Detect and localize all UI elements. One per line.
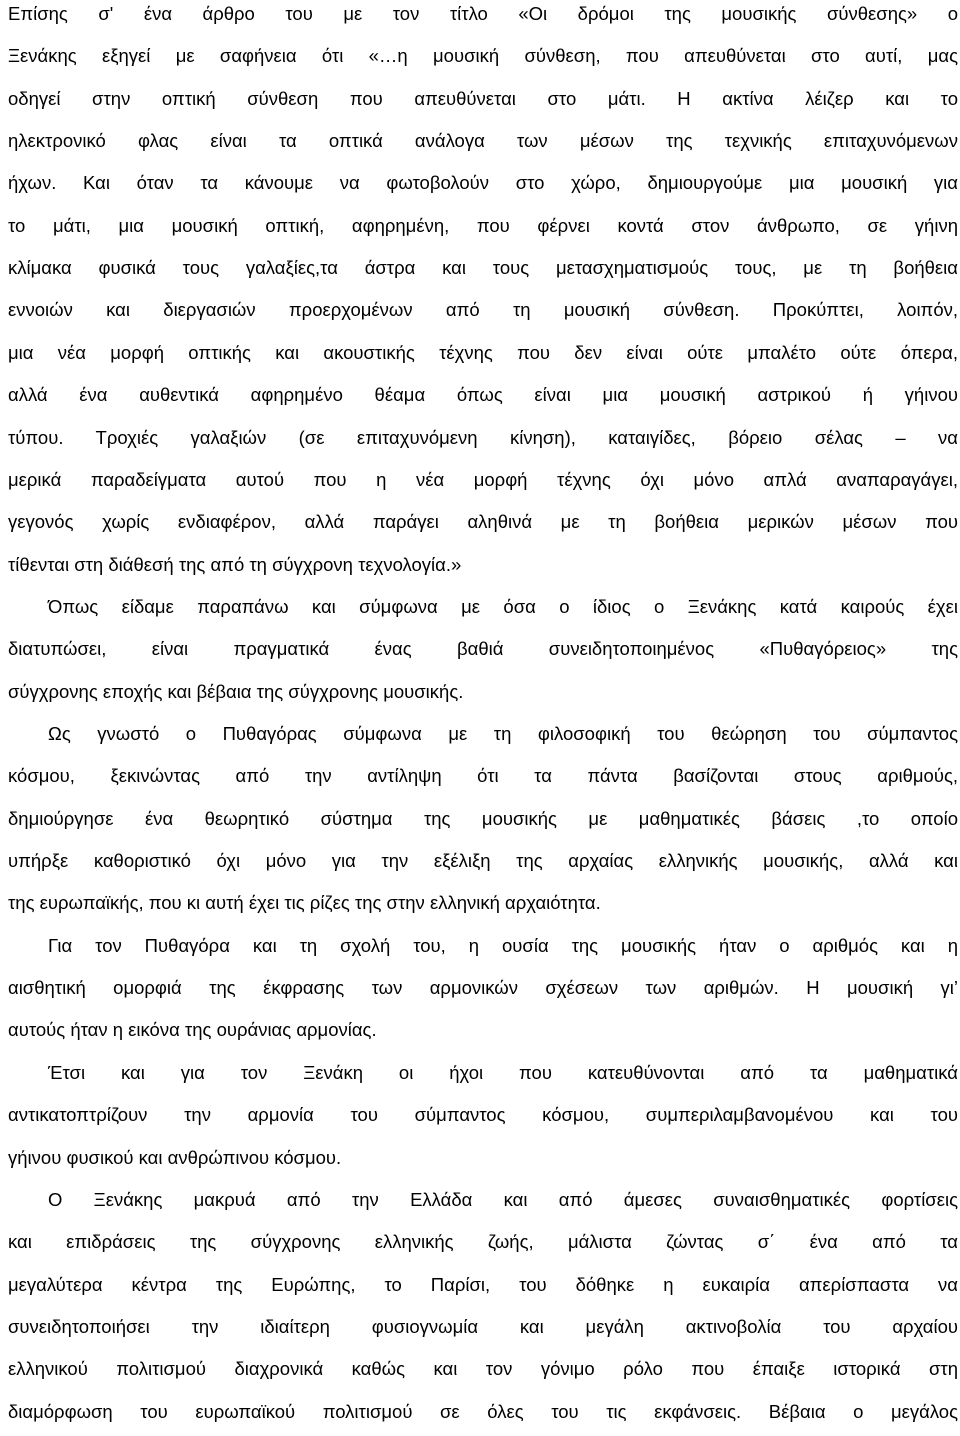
text-line: Επίσης σ' ένα άρθρο του με τον τίτλο «Οι δρόμοι της μουσικής σύνθεσης» ο xyxy=(8,3,958,24)
text-line: γεγονός χωρίς ενδιαφέρον, αλλά παράγει αληθινά με τη βοήθεια μερικών μέσων που xyxy=(8,511,958,533)
text-line: Για τον Πυθαγόρα και τη σχολή του, η ουσία της μουσικής ήταν ο αριθμός και η xyxy=(48,934,958,956)
text-line: συνειδητοποιήσει την ιδιαίτερη φυσιογνωμία και μεγάλη ακτινοβολία του αρχαίου xyxy=(8,1315,958,1337)
text-line: μερικά παραδείγματα αυτού που η νέα μορφή τέχνης όχι μόνο απλά αναπαραγάγει, xyxy=(8,468,958,490)
text-line: διαμόρφωση του ευρωπαϊκού πολιτισμού σε όλες του τις εκφάνσεις. Βέβαια ο μεγάλος xyxy=(8,1400,958,1422)
text-line: ηλεκτρονικό φλας είναι τα οπτικά ανάλογα των μέσων της τεχνικής επιταχυνόμενων xyxy=(8,130,958,152)
text-line: της ευρωπαϊκής, που κι αυτή έχει τις ρίζες της στην ελληνική αρχαιότητα. xyxy=(8,892,601,914)
text-line: υπήρξε καθοριστικό όχι μόνο για την εξέλιξη της αρχαίας ελληνικής μουσικής, αλλά και xyxy=(8,850,958,871)
text-line: οδηγεί στην οπτική σύνθεση που απευθύνεται στο μάτι. Η ακτίνα λέιζερ και το xyxy=(8,87,958,109)
text-line: γήινου φυσικού και ανθρώπινου κόσμου. xyxy=(8,1146,342,1168)
text-line: σύγχρονης εποχής και βέβαια της σύγχρονης μουσικής. xyxy=(8,680,464,702)
text-line: και επιδράσεις της σύγχρονης ελληνικής ζωής, μάλιστα ζώντας σ΄ ένα από τα xyxy=(8,1231,958,1253)
text-line: Ο Ξενάκης μακρυά από την Ελλάδα και από άμεσες συναισθηματικές φορτίσεις xyxy=(48,1188,958,1210)
text-line: Ως γνωστό ο Πυθαγόρας σύμφωνα με τη φιλοσοφική του θεώρηση του σύμπαντος xyxy=(48,723,958,744)
text-line: τύπου. Τροχιές γαλαξιών (σε επιταχυνόμενη κίνηση), καταιγίδες, βόρειο σέλας – να xyxy=(8,426,958,448)
text-line: μια νέα μορφή οπτικής και ακουστικής τέχνης που δεν είναι ούτε μπαλέτο ούτε όπερα, xyxy=(8,341,958,363)
text-line: διατυπώσει, είναι πραγματικά ένας βαθιά συνειδητοποιημένος «Πυθαγόρειος» της xyxy=(8,638,958,660)
text-line: αυτούς ήταν η εικόνα της ουράνιας αρμονίας. xyxy=(8,1019,377,1041)
text-line: Όπως είδαμε παραπάνω και σύμφωνα με όσα ο ίδιος ο Ξενάκης κατά καιρούς έχει xyxy=(48,595,958,617)
text-line: αλλά ένα αυθεντικά αφηρημένο θέαμα όπως είναι μια μουσική αστρικού ή γήινου xyxy=(8,384,958,406)
text-line: ελληνικού πολιτισμού διαχρονικά καθώς και τον γόνιμο ρόλο που έπαιξε ιστορικά στη xyxy=(8,1358,958,1380)
text-line: τίθενται στη διάθεσή της από τη σύγχρονη τεχνολογία.» xyxy=(8,553,462,575)
text-line: αισθητική ομορφιά της έκφρασης των αρμονικών σχέσεων των αριθμών. Η μουσική γι’ xyxy=(8,977,958,999)
text-line: μεγαλύτερα κέντρα της Ευρώπης, το Παρίσι, του δόθηκε η ευκαιρία απερίσπαστα να xyxy=(8,1273,958,1295)
text-line: Ξενάκης εξηγεί με σαφήνεια ότι «…η μουσική σύνθεση, που απευθύνεται στο αυτί, μας xyxy=(8,45,958,67)
text-line: κλίμακα φυσικά τους γαλαξίες,τα άστρα και τους μετασχηματισμούς τους, με τη βοήθεια xyxy=(8,257,958,279)
text-line: κόσμου, ξεκινώντας από την αντίληψη ότι τα πάντα βασίζονται στους αριθμούς, xyxy=(8,765,958,787)
text-line: δημιούργησε ένα θεωρητικό σύστημα της μουσικής με μαθηματικές βάσεις ,το οποίο xyxy=(8,807,958,829)
text-line: αντικατοπτρίζουν την αρμονία του σύμπαντος κόσμου, συμπεριλαμβανομένου και του xyxy=(8,1104,958,1126)
text-line: το μάτι, μια μουσική οπτική, αφηρημένη, που φέρνει κοντά στον άνθρωπο, σε γήινη xyxy=(8,214,958,236)
text-line: Έτσι και για τον Ξενάκη οι ήχοι που κατευθύνονται από τα μαθηματικά xyxy=(48,1061,958,1083)
text-line: ήχων. Και όταν τα κάνουμε να φωτοβολούν στο χώρο, δημιουργούμε μια μουσική για xyxy=(8,172,958,194)
text-line: εννοιών και διεργασιών προερχομένων από τη μουσική σύνθεση. Προκύπτει, λοιπόν, xyxy=(8,299,958,321)
